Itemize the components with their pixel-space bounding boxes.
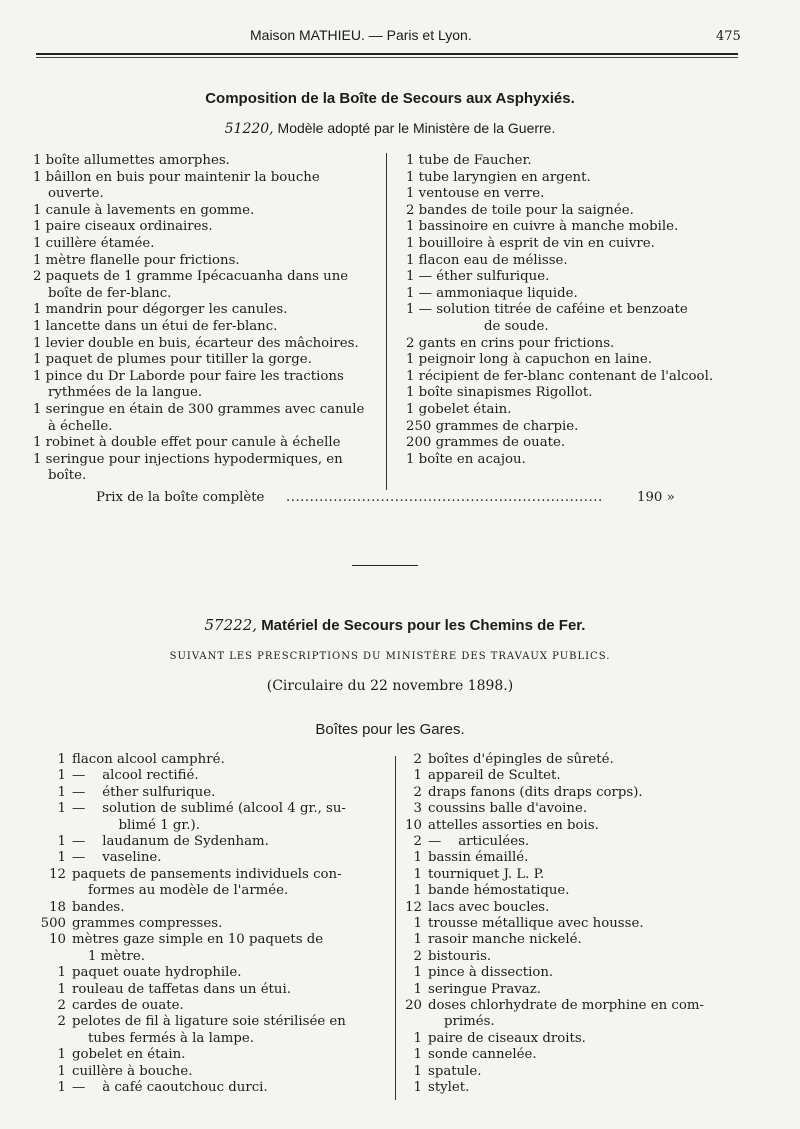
boxes-title: Boîtes pour les Gares. xyxy=(315,721,465,738)
item-quantity: 1 xyxy=(413,932,422,948)
list-line: 1 gobelet étain. xyxy=(406,402,512,417)
item-text: paquets de pansements individuels con- xyxy=(72,866,342,882)
section2-subtitle: SUIVANT LES PRESCRIPTIONS DU MINISTÈRE DES TRAVAUX PUBLICS. xyxy=(169,651,611,662)
list-line: 1 pince du Dr Laborde pour faire les tractions xyxy=(33,368,344,384)
item-quantity: 500 xyxy=(40,916,66,931)
item-quantity: 1 xyxy=(413,1080,422,1095)
item-text: rasoir manche nickelé. xyxy=(428,932,582,948)
item-quantity: 2 xyxy=(413,752,422,767)
list-line xyxy=(36,1064,192,1081)
item-quantity: 1 xyxy=(57,1080,66,1095)
item-text: — solution de sublimé (alcool 4 gr., su- xyxy=(72,801,346,817)
list-line xyxy=(36,932,323,949)
list-line: 1 tube laryngien en argent. xyxy=(406,169,591,185)
item-quantity: 2 xyxy=(57,998,66,1013)
list-line: boîte. xyxy=(48,468,87,484)
list-line xyxy=(36,850,162,867)
list-line: 1 boîte sinapismes Rigollot. xyxy=(406,385,593,401)
list-line xyxy=(398,785,643,802)
header-rule-thin xyxy=(36,57,738,58)
list-line: 2 bandes de toile pour la saignée. xyxy=(406,202,634,218)
list-line xyxy=(36,1031,254,1048)
list-line xyxy=(36,801,346,818)
item-quantity: 1 xyxy=(57,768,66,784)
item-quantity: 12 xyxy=(49,866,66,882)
item-text: lacs avec boucles. xyxy=(428,899,550,915)
list-line: 1 paquet de plumes pour titiller la gorge. xyxy=(33,352,312,368)
item-text: 1 mètre. xyxy=(88,948,145,964)
list-line xyxy=(398,850,528,867)
item-text: mètres gaze simple en 10 paquets de xyxy=(72,932,324,948)
section1-subtitle: Modèle adopté par le Ministère de la Guerre. xyxy=(277,120,556,136)
list-line: 1 seringue en étain de 300 grammes avec canule xyxy=(33,402,365,417)
item-quantity: 1 xyxy=(57,784,66,800)
item-text: paire de ciseaux droits. xyxy=(428,1030,586,1046)
item-quantity: 1 xyxy=(413,1030,422,1046)
list-line xyxy=(398,916,644,933)
item-text: attelles assorties en bois. xyxy=(428,817,599,833)
item-quantity: 1 xyxy=(413,866,422,882)
item-quantity: 20 xyxy=(405,998,422,1013)
item-quantity: 1 xyxy=(413,1047,422,1063)
list-line: 1 flacon eau de mélisse. xyxy=(406,252,568,268)
list-line: 1 levier double en buis, écarteur des mâchoires. xyxy=(33,335,359,351)
list-line: 1 peignoir long à capuchon en laine. xyxy=(406,352,652,368)
item-quantity: 18 xyxy=(49,899,66,915)
list-line xyxy=(398,1031,586,1048)
section-separator xyxy=(352,565,418,566)
item-text: appareil de Scultet. xyxy=(428,768,561,784)
list-line xyxy=(398,768,561,785)
item-text: coussins balle d'avoine. xyxy=(428,801,588,817)
item-quantity: 1 xyxy=(57,850,66,866)
list-line: 1 paire ciseaux ordinaires. xyxy=(33,219,213,235)
list-line: boîte de fer-blanc. xyxy=(48,285,172,301)
item-text: trousse métallique avec housse. xyxy=(428,916,644,931)
list-line xyxy=(36,867,342,884)
item-text: grammes compresses. xyxy=(72,916,223,931)
list-line xyxy=(398,818,599,835)
page-number: 475 xyxy=(716,29,741,44)
item-text: — alcool rectifié. xyxy=(72,768,199,784)
list-line: 1 boîte allumettes amorphes. xyxy=(33,153,230,168)
section2-title-line xyxy=(0,616,790,634)
item-quantity: 2 xyxy=(413,948,422,964)
list-line xyxy=(36,998,184,1015)
item-text: formes au modèle de l'armée. xyxy=(88,883,289,899)
header-rule xyxy=(36,53,738,55)
list-line xyxy=(398,1014,495,1031)
list-line xyxy=(398,801,587,818)
running-header: Maison MATHIEU. — Paris et Lyon. xyxy=(250,27,472,43)
list-line: 1 robinet à double effet pour canule à échelle xyxy=(33,435,341,451)
list-line xyxy=(36,818,200,835)
item-quantity: 10 xyxy=(49,932,66,948)
list-line: 1 tube de Faucher. xyxy=(406,153,532,168)
item-quantity: 2 xyxy=(413,784,422,800)
item-text: — vaseline. xyxy=(72,850,162,866)
list-line xyxy=(36,768,199,785)
item-text: — articulées. xyxy=(428,834,530,849)
list-line xyxy=(36,1047,185,1064)
list-line xyxy=(398,949,491,966)
item-quantity: 1 xyxy=(413,981,422,997)
list-line xyxy=(398,752,614,769)
item-text: doses chlorhydrate de morphine en com- xyxy=(428,998,704,1013)
item-text: stylet. xyxy=(428,1080,470,1095)
list-line: 1 mètre flanelle pour frictions. xyxy=(33,252,240,268)
list-line: 1 bâillon en buis pour maintenir la bouche xyxy=(33,169,320,185)
item-quantity: 1 xyxy=(413,916,422,931)
list-line xyxy=(398,900,549,917)
price-leader: ................................................................... xyxy=(286,490,603,505)
column-divider xyxy=(386,153,387,490)
item-quantity: 10 xyxy=(405,817,422,833)
list-line: 1 — solution titrée de caféine et benzoate xyxy=(406,302,688,318)
item-text: bandes. xyxy=(72,899,125,915)
item-text: bande hémostatique. xyxy=(428,883,570,899)
item-text: tubes fermés à la lampe. xyxy=(88,1030,254,1046)
item-quantity: 1 xyxy=(57,965,66,981)
list-line xyxy=(398,982,541,999)
item-quantity: 1 xyxy=(413,965,422,981)
list-line xyxy=(398,867,544,884)
section1-title: Composition de la Boîte de Secours aux Asphyxiés. xyxy=(205,90,575,107)
item-quantity: 1 xyxy=(57,834,66,849)
item-text: gobelet en étain. xyxy=(72,1047,186,1063)
list-line: 1 — ammoniaque liquide. xyxy=(406,285,578,301)
item-quantity: 1 xyxy=(413,768,422,784)
list-line xyxy=(36,982,291,999)
list-line: 1 mandrin pour dégorger les canules. xyxy=(33,302,288,318)
item-text: flacon alcool camphré. xyxy=(72,752,225,767)
item-quantity: 2 xyxy=(413,834,422,849)
price-value: 190 » xyxy=(637,490,675,505)
list-line: 1 récipient de fer-blanc contenant de l'alcool. xyxy=(406,368,714,384)
item-text: — laudanum de Sydenham. xyxy=(72,834,269,849)
item-text: — à café caoutchouc durci. xyxy=(72,1080,268,1095)
list-line: 1 canule à lavements en gomme. xyxy=(33,202,255,218)
item-text: pince à dissection. xyxy=(428,965,554,981)
list-line xyxy=(398,998,704,1015)
list-line xyxy=(398,1080,469,1097)
list-line: rythmées de la langue. xyxy=(48,385,203,401)
section2-ref: 57222, xyxy=(204,616,258,634)
item-text: — éther sulfurique. xyxy=(72,784,216,800)
item-text: boîtes d'épingles de sûreté. xyxy=(428,752,614,767)
item-quantity: 1 xyxy=(57,1047,66,1063)
column-divider xyxy=(395,756,396,1100)
section1-ref: 51220, xyxy=(224,121,274,137)
list-line: 2 paquets de 1 gramme Ipécacuanha dans une xyxy=(33,269,349,285)
item-quantity: 1 xyxy=(57,981,66,997)
item-text: tourniquet J. L. P. xyxy=(428,866,545,882)
item-text: bistouris. xyxy=(428,948,492,964)
item-text: cardes de ouate. xyxy=(72,998,184,1013)
item-text: cuillère à bouche. xyxy=(72,1063,193,1079)
item-quantity: 12 xyxy=(405,899,422,915)
list-line xyxy=(398,883,570,900)
item-quantity: 3 xyxy=(413,801,422,817)
list-line xyxy=(36,834,269,851)
item-quantity: 1 xyxy=(57,801,66,817)
item-text: bassin émaillé. xyxy=(428,850,529,866)
list-line: 200 grammes de ouate. xyxy=(406,435,566,451)
section2-circular: (Circulaire du 22 novembre 1898.) xyxy=(266,678,514,694)
item-quantity: 1 xyxy=(413,883,422,899)
item-text: paquet ouate hydrophile. xyxy=(72,965,242,981)
item-text: rouleau de taffetas dans un étui. xyxy=(72,981,291,997)
item-quantity: 1 xyxy=(57,1063,66,1079)
list-line xyxy=(398,834,529,851)
price-label: Prix de la boîte complète xyxy=(96,490,265,505)
list-line xyxy=(36,752,225,769)
item-text: seringue Pravaz. xyxy=(428,981,541,997)
list-line xyxy=(36,883,288,900)
section1-subtitle-line xyxy=(0,120,780,137)
item-text: sonde cannelée. xyxy=(428,1047,537,1063)
list-line xyxy=(36,949,145,966)
list-line xyxy=(398,1047,537,1064)
list-line: 1 lancette dans un étui de fer-blanc. xyxy=(33,319,278,334)
list-line xyxy=(398,965,553,982)
list-line xyxy=(36,965,242,982)
item-quantity: 1 xyxy=(413,1063,422,1079)
list-line: 1 bouilloire à esprit de vin en cuivre. xyxy=(406,236,655,251)
list-line xyxy=(36,1014,346,1031)
list-line xyxy=(36,916,222,933)
item-text: blimé 1 gr.). xyxy=(72,817,200,833)
item-text: pelotes de fil à ligature soie stérilisée en xyxy=(72,1014,346,1030)
list-line: 1 boîte en acajou. xyxy=(406,451,526,467)
list-line: 2 gants en crins pour frictions. xyxy=(406,335,615,351)
list-line xyxy=(36,1080,268,1097)
list-line xyxy=(36,785,215,802)
list-line: de soude. xyxy=(484,319,549,334)
list-line xyxy=(36,900,124,917)
item-text: primés. xyxy=(444,1014,495,1030)
list-line: 1 ventouse en verre. xyxy=(406,186,545,202)
list-line: 1 seringue pour injections hypodermiques, en xyxy=(33,451,343,467)
item-quantity: 1 xyxy=(57,752,66,767)
item-quantity: 1 xyxy=(413,850,422,866)
item-quantity: 2 xyxy=(57,1014,66,1030)
item-text: draps fanons (dits draps corps). xyxy=(428,784,643,800)
list-line: à échelle. xyxy=(48,418,113,434)
list-line: 1 bassinoire en cuivre à manche mobile. xyxy=(406,219,679,235)
list-line: 1 — éther sulfurique. xyxy=(406,269,550,285)
list-line: ouverte. xyxy=(48,186,104,202)
item-text: spatule. xyxy=(428,1063,482,1079)
list-line xyxy=(398,1064,482,1081)
list-line: 250 grammes de charpie. xyxy=(406,418,579,434)
section2-title: Matériel de Secours pour les Chemins de Fer. xyxy=(261,617,586,634)
list-line xyxy=(398,932,582,949)
list-line: 1 cuillère étamée. xyxy=(33,236,155,251)
